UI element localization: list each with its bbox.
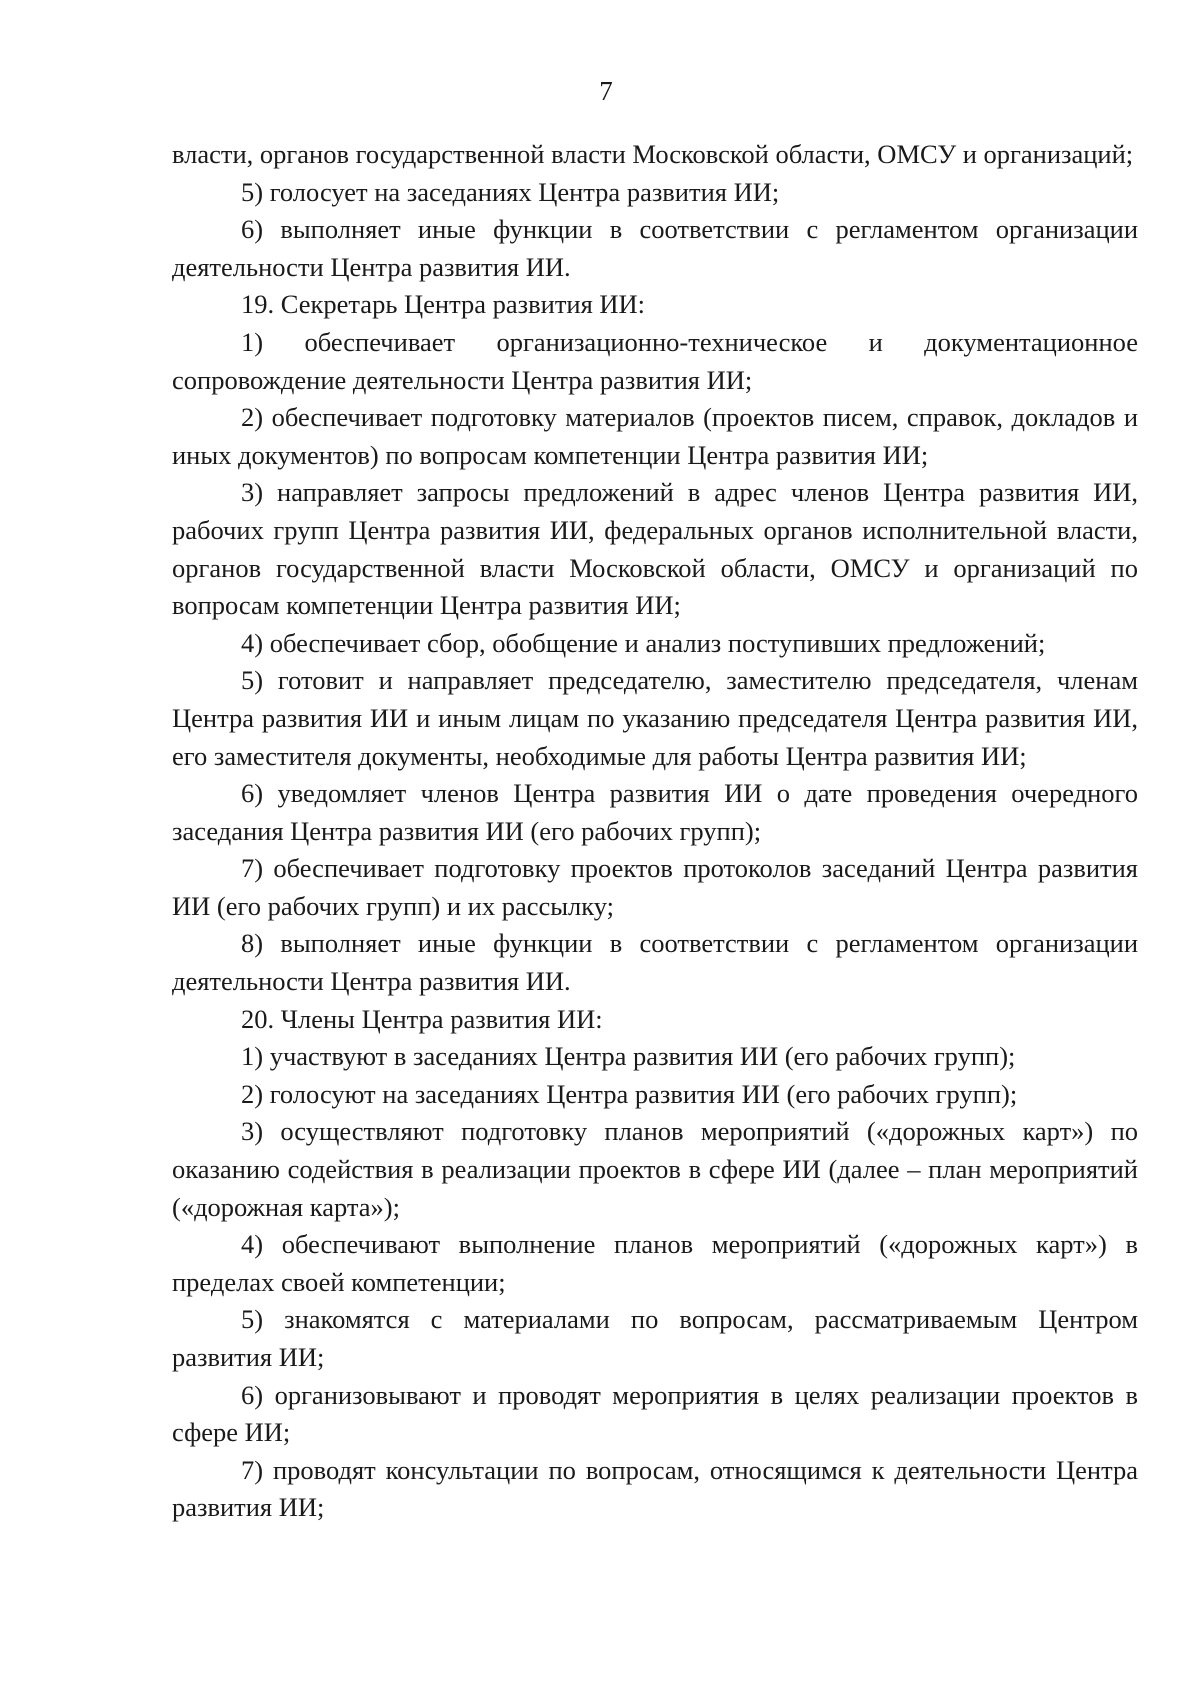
secretary-item-8: 8) выполняет иные функции в соответствии с регламентом организации деятельности Центра развития ИИ. bbox=[172, 928, 1138, 997]
secretary-item-6: 6) уведомляет членов Центра развития ИИ о дате проведения очередного заседания Центра развития ИИ (его рабочих групп); bbox=[172, 778, 1138, 846]
member-item-4: 4) обеспечивают выполнение планов мероприятий («дорожных карт») в пределах своей компетенции; bbox=[172, 1229, 1138, 1297]
member-item-2: 2) голосуют на заседаниях Центра развития ИИ (его рабочих групп); bbox=[241, 1078, 1018, 1109]
member-item-5: 5) знакомятся с материалами по вопросам, рассматриваемым Центром развития ИИ; bbox=[172, 1304, 1138, 1372]
member-item-1: 1) участвуют в заседаниях Центра развития ИИ (его рабочих групп); bbox=[241, 1041, 1016, 1072]
secretary-item-2: 2) обеспечивает подготовку материалов (проектов писем, справок, докладов и иных документов) по вопросам компетенции Центра развития ИИ; bbox=[172, 402, 1138, 470]
page-number: 7 bbox=[599, 76, 613, 106]
list-item-6-chair: 6) выполняет иные функции в соответствии с регламентом организации деятельности Центра развития ИИ. bbox=[172, 214, 1138, 282]
member-item-3: 3) осуществляют подготовку планов мероприятий («дорожных карт») по оказанию содействия в реализации проектов в сфере ИИ (далее – план мероприятий («дорожная карта»); bbox=[172, 1116, 1138, 1222]
secretary-item-4: 4) обеспечивает сбор, обобщение и анализ поступивших предложений; bbox=[241, 627, 1046, 658]
member-item-6: 6) организовывают и проводят мероприятия в целях реализации проектов в сфере ИИ; bbox=[172, 1379, 1138, 1448]
secretary-item-7: 7) обеспечивает подготовку проектов протоколов заседаний Центра развития ИИ (его рабочих групп) и их рассылку; bbox=[172, 853, 1138, 921]
secretary-item-3: 3) направляет запросы предложений в адрес членов Центра развития ИИ, рабочих групп Центра развития ИИ, федеральных органов исполнительной власти, органов государственной власти Московской области, ОМСУ и организаций по вопросам компетенции Центра развития ИИ; bbox=[172, 477, 1138, 621]
document-body bbox=[172, 136, 1138, 1527]
paragraph-continuation: власти, органов государственной власти Московской области, ОМСУ и организаций; bbox=[172, 139, 1134, 169]
member-item-7: 7) проводят консультации по вопросам, относящимся к деятельности Центра развития ИИ; bbox=[172, 1454, 1138, 1523]
section-heading-20: 20. Члены Центра развития ИИ: bbox=[241, 1003, 603, 1034]
section-heading-19: 19. Секретарь Центра развития ИИ: bbox=[241, 289, 646, 320]
secretary-item-5: 5) готовит и направляет председателю, заместителю председателя, членам Центра развития ИИ и иным лицам по указанию председателя Центра развития ИИ, его заместителя документы, необходимые для работы Центра развития ИИ; bbox=[172, 665, 1138, 771]
secretary-item-1: 1) обеспечивает организационно-техническое и документационное сопровождение деятельности Центра развития ИИ; bbox=[172, 326, 1138, 395]
list-item-5-chair: 5) голосует на заседаниях Центра развития ИИ; bbox=[241, 176, 780, 207]
